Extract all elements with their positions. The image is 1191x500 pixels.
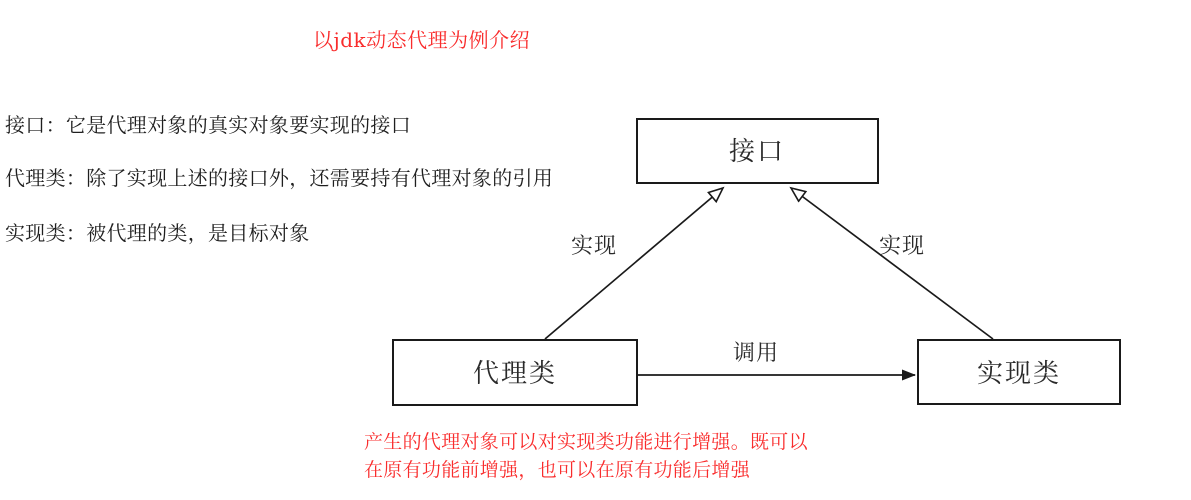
edge-label-realize-left: 实现 <box>571 234 618 259</box>
edge-label-realize-right: 实现 <box>879 234 926 259</box>
edge-label-invoke: 调用 <box>733 341 780 366</box>
definition-impl-class: 实现类：被代理的类，是目标对象 <box>5 221 310 245</box>
proxy-class-node-label: 代理类 <box>472 359 558 389</box>
impl-class-node-label: 实现类 <box>976 359 1062 389</box>
page-title: 以jdk动态代理为例介绍 <box>313 28 531 52</box>
note-line-2: 在原有功能前增强，也可以在原有功能后增强 <box>364 459 751 481</box>
edge-proxy-to-interface <box>545 188 723 339</box>
note-block <box>364 428 808 484</box>
definition-proxy-class: 代理类：除了实现上述的接口外，还需要持有代理对象的引用 <box>5 166 554 190</box>
edge-impl-to-interface <box>791 188 993 339</box>
definition-interface: 接口：它是代理对象的真实对象要实现的接口 <box>5 113 411 137</box>
interface-node-label: 接口 <box>728 137 786 167</box>
note-line-1: 产生的代理对象可以对实现类功能进行增强。既可以 <box>364 431 808 453</box>
